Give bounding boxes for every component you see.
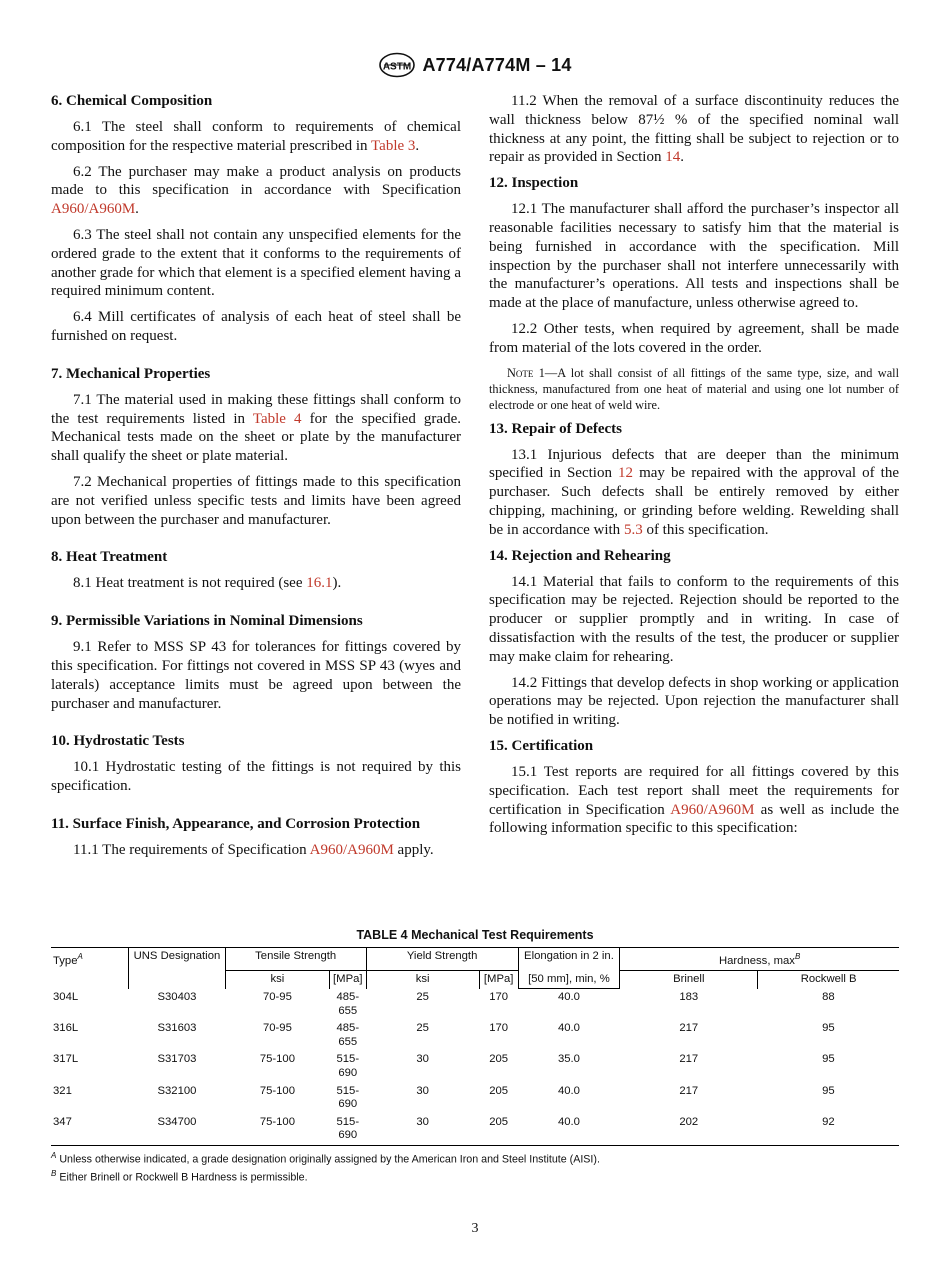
col-header-tensile-mpa: [MPa]: [330, 971, 367, 989]
para-12-2: 12.2 Other tests, when required by agreement, shall be made from material of the lots covered in the order.: [489, 320, 899, 356]
para-11-1: 11.1 The requirements of Specification A960/A960M apply.: [73, 841, 434, 858]
section-14-link[interactable]: 14: [665, 149, 681, 166]
para-13-1: 13.1 Injurious defects that are deeper than the minimum specified in Section 12 may be repaired with the approval of the purchaser. Such defects shall be entirely removed by either chipping, machining, or grinding before welding. Rewelding shall be in accordance with 5.3 of this specification.: [489, 446, 899, 538]
para-14-2: 14.2 Fittings that develop defects in shop working or application operations may be rejected. Upon rejection the manufacturer shall be notified in writing.: [489, 674, 899, 729]
section-13-heading: 13. Repair of Defects: [489, 420, 623, 437]
table-3-link[interactable]: Table 3: [371, 137, 416, 154]
para-6-2: 6.2 The purchaser may make a product analysis on products made to this specification in accordance with Specification A960/A960M.: [51, 163, 461, 218]
section-15-heading: 15. Certification: [489, 737, 594, 754]
section-7-heading: 7. Mechanical Properties: [51, 365, 211, 382]
para-6-1: 6.1 The steel shall conform to requirements of chemical composition for the respective material prescribed in Table 3.: [51, 119, 461, 154]
para-14-1: 14.1 Material that fails to conform to the requirements of this specification may be rejected. Rejection should be reported to the producer or supplier promptly and in writing. In case of dissatisfaction with the results of the test, the producer or supplier may make claim for rehearing.: [489, 573, 899, 665]
col-header-tensile-ksi: ksi: [225, 971, 329, 989]
section-6-heading: 6. Chemical Composition: [51, 93, 213, 109]
section-11-heading: 11. Surface Finish, Appearance, and Corrosion Protection: [51, 815, 421, 832]
table-4: [51, 928, 899, 1185]
table-row: 304L S30403 70-95 485-655 25 170 40.0 183 88: [53, 990, 835, 1017]
col-header-hardness: Hardness, $\max^B$: [620, 948, 899, 971]
page-header: [0, 52, 950, 83]
para-11-2: 11.2 When the removal of a surface discontinuity reduces the wall thickness below 87½ % of the specified nominal wall thickness at any point, the fitting shall be subject to rejection or to repair as provided in Section 14.: [489, 93, 899, 166]
a960-link[interactable]: A960/A960M: [309, 841, 394, 858]
table-row: 316L S31603 70-95 485-655 25 170 40.0 217 95: [53, 1022, 835, 1048]
a960-link[interactable]: A960/A960M: [51, 201, 136, 218]
right-column: [489, 92, 899, 845]
para-15-1: 15.1 Test reports are required for all fittings covered by this specification. Each test report shall meet the requirements for certification in Specification A960/A960M as well as include the following information specific to this specification:: [489, 763, 900, 837]
mechanical-test-table: [51, 947, 899, 1146]
col-header-yield-ksi: ksi: [366, 971, 479, 989]
para-9-1: 9.1 Refer to MSS SP 43 for tolerances for fittings covered by this specification. For fittings not covered in MSS SP 43 (wyes and laterals) acceptance limits must be agreed upon between the purchaser and manufacturer.: [51, 639, 461, 712]
section-12-link[interactable]: 12: [618, 465, 634, 482]
section-8-heading: 8. Heat Treatment: [51, 549, 168, 566]
col-header-elongation: Elongation in 2 in.: [518, 948, 620, 971]
table-title: TABLE 4 Mechanical Test Requirements: [356, 928, 594, 942]
col-header-brinell: Brinell: [620, 971, 758, 989]
left-column: [51, 92, 461, 867]
col-header-yield-mpa: [MPa]: [479, 971, 518, 989]
note-1: Note 1—A lot shall consist of all fittings of the same type, size, and wall thickness, manufactured from one heat of material and using one lot number of electrode or one heat of weld wire.: [489, 365, 899, 412]
col-header-yield: Yield Strength: [366, 948, 518, 971]
a960-link[interactable]: A960/A960M: [670, 801, 755, 818]
col-header-tensile: Tensile Strength: [225, 948, 366, 971]
svg-text:ASTM: ASTM: [383, 61, 412, 73]
col-header-uns: UNS Designation: [129, 948, 226, 989]
col-header-rockwell: Rockwell B: [758, 971, 899, 989]
footnote-b: $^B$ Either Brinell or Rockwell B Hardness is permissible.: [51, 1168, 308, 1184]
table-row: 317L S31703 75-100 515-690 30 205 35.0 217 95: [53, 1053, 835, 1079]
para-6-4: 6.4 Mill certificates of analysis of each heat of steel shall be furnished on request.: [51, 309, 461, 344]
footnote-a: $^A$ Unless otherwise indicated, a grade designation originally assigned by the American Iron and Steel Institute (AISI).: [51, 1150, 600, 1166]
document-id: A774/A774M – 14: [422, 54, 572, 75]
section-14-heading: 14. Rejection and Rehearing: [489, 547, 671, 564]
section-16-1-link[interactable]: 16.1: [306, 575, 333, 592]
col-header-type: Type$^A$: [51, 948, 129, 989]
para-7-1: 7.1 The material used in making these fittings shall conform to the test requirements listed in Table 4 for the specified grade. Mechanical tests made on the sheet or plate by the manufacturer shall qualify the sheet or plate material.: [51, 391, 461, 465]
page-number: 3: [471, 1221, 479, 1236]
astm-logo-icon: [378, 52, 416, 78]
section-12-heading: 12. Inspection: [489, 175, 579, 192]
section-10-heading: 10. Hydrostatic Tests: [51, 733, 185, 750]
table-row: 321 S32100 75-100 515-690 30 205 40.0 217 95: [53, 1084, 835, 1111]
para-7-2: 7.2 Mechanical properties of fittings made to this specification are not verified unless specific tests and limits have been agreed upon between the purchaser and manufacturer.: [51, 473, 461, 528]
table-row: 347 S34700 75-100 515-690 30 205 40.0 202 92: [51, 1114, 899, 1146]
para-12-1: 12.1 The manufacturer shall afford the purchaser’s inspector all reasonable facilities necessary to satisfy him that the material is being furnished in accordance with the specification. Mill inspection by the purchaser shall not interfere unnecessarily with the manufacturer’s operations. All tests and inspections shall be made at the place of manufacture, unless otherwise agreed to.: [489, 201, 899, 312]
section-9-heading: 9. Permissible Variations in Nominal Dimensions: [51, 613, 363, 630]
para-8-1: 8.1 Heat treatment is not required (see 16.1).: [73, 575, 342, 592]
col-header-elongation-unit: [50 mm], min, %: [518, 971, 620, 989]
para-10-1: 10.1 Hydrostatic testing of the fittings is not required by this specification.: [51, 759, 461, 795]
section-5-3-link[interactable]: 5.3: [623, 521, 643, 538]
table-footnotes: [51, 1149, 899, 1185]
para-6-3: 6.3 The steel shall not contain any unspecified elements for the ordered grade to the extent that it conforms to the requirements of another grade for which that element is a specified element having a required minimum content.: [51, 226, 461, 300]
table-4-link[interactable]: Table 4: [252, 410, 302, 427]
